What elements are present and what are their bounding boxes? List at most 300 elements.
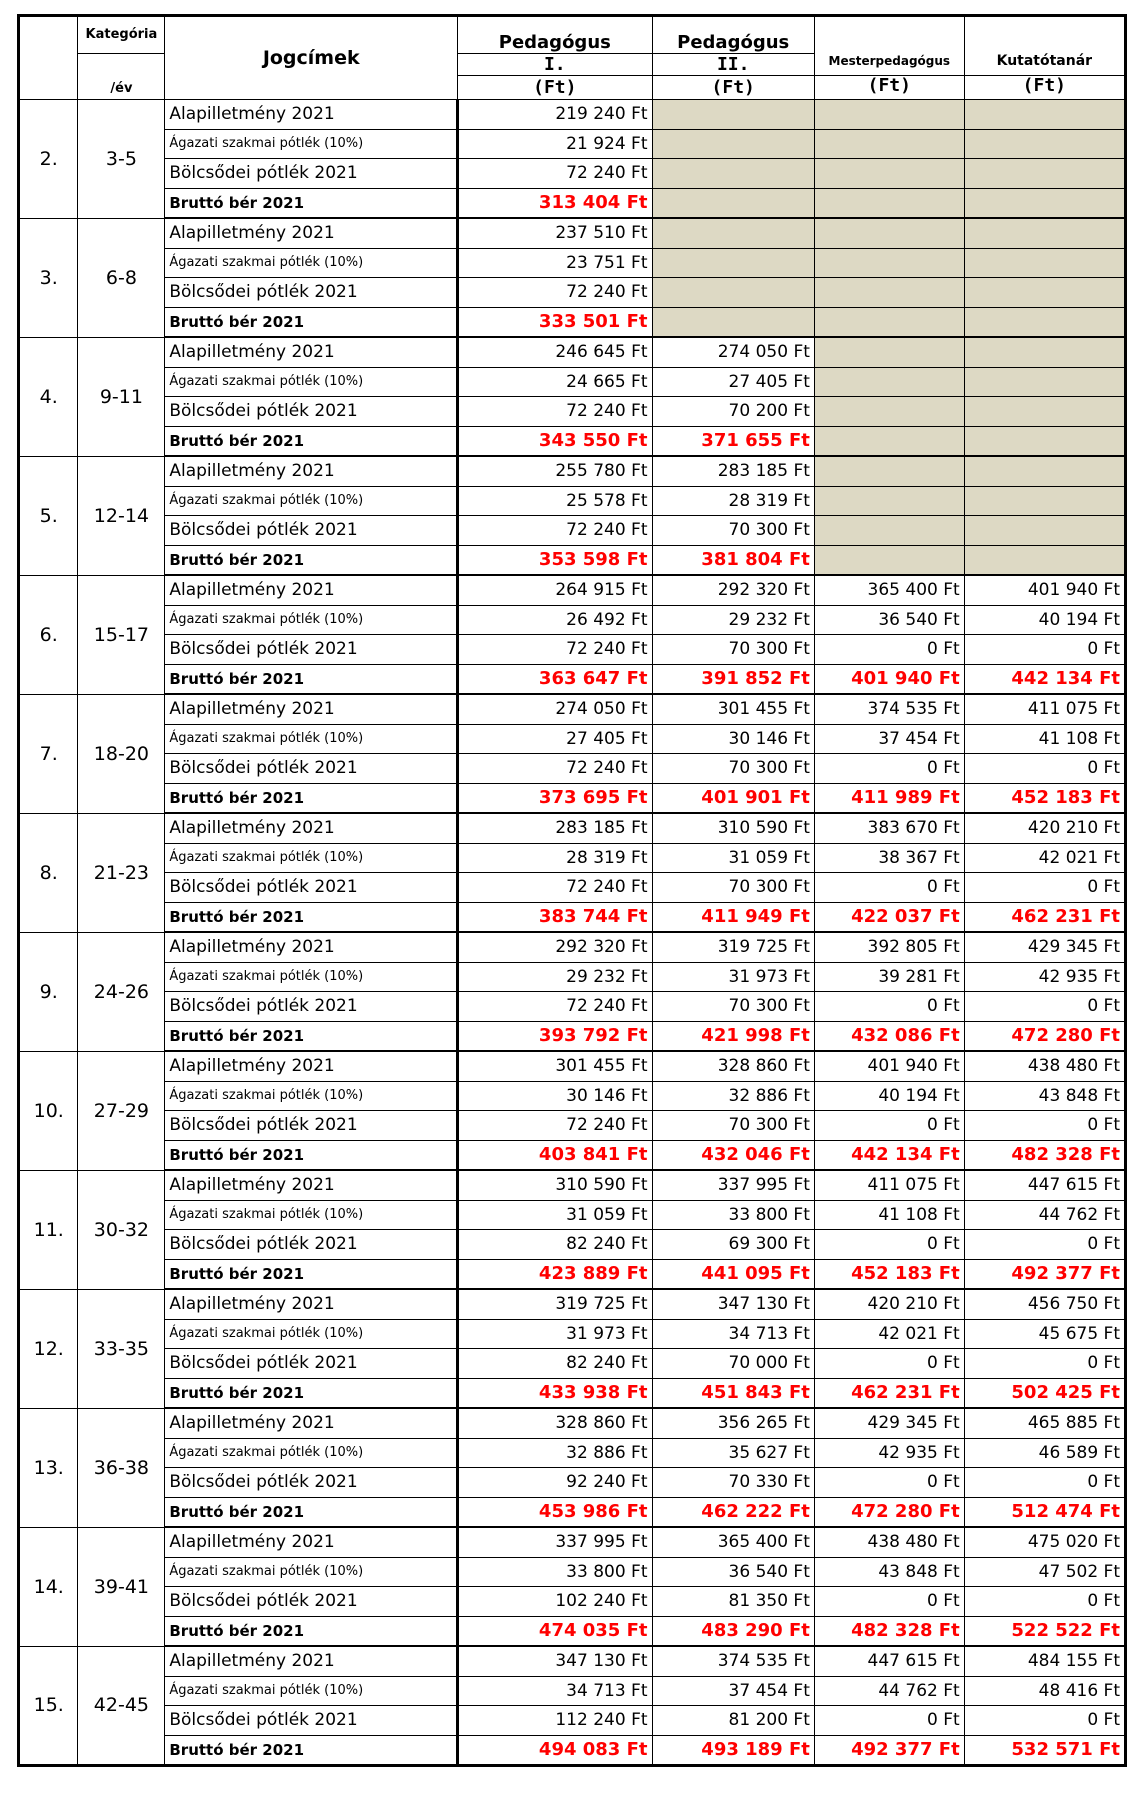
kutato-value: 438 480 Ft <box>964 1051 1125 1081</box>
ped1-value: 30 146 Ft <box>458 1081 652 1111</box>
category-years: 9-11 <box>78 337 165 456</box>
category-years: 39-41 <box>78 1527 165 1646</box>
ped2-value: 432 046 Ft <box>652 1140 814 1170</box>
kutato-value: 484 155 Ft <box>964 1646 1125 1676</box>
table-row <box>19 1706 1126 1736</box>
kutato-value: 512 474 Ft <box>964 1497 1125 1527</box>
ped1-value: 31 059 Ft <box>458 1200 652 1230</box>
category-years: 3-5 <box>78 100 165 219</box>
ped1-value: 423 889 Ft <box>458 1259 652 1289</box>
table-row <box>19 1200 1126 1230</box>
ped1-value: 313 404 Ft <box>458 188 652 218</box>
table-row <box>19 1408 1126 1438</box>
ped1-value: 343 550 Ft <box>458 426 652 456</box>
kutato-value: 0 Ft <box>964 873 1125 903</box>
ped2-value: 401 901 Ft <box>652 783 814 813</box>
table-row <box>19 932 1126 962</box>
table-row <box>19 1527 1126 1557</box>
category-number: 7. <box>19 694 78 813</box>
ped1-value: 72 240 Ft <box>458 159 652 189</box>
category-years: 42-45 <box>78 1646 165 1766</box>
empty-cell <box>814 426 964 456</box>
kutato-value: 452 183 Ft <box>964 783 1125 813</box>
row-label: Ágazati szakmai pótlék (10%) <box>165 1081 458 1111</box>
ped1-value: 292 320 Ft <box>458 932 652 962</box>
header-ped2-title: Pedagógus <box>652 16 814 54</box>
kutato-value: 0 Ft <box>964 1230 1125 1260</box>
ped1-value: 72 240 Ft <box>458 635 652 665</box>
table-row <box>19 635 1126 665</box>
table-row <box>19 397 1126 427</box>
ped2-value: 70 300 Ft <box>652 992 814 1022</box>
category-number: 12. <box>19 1289 78 1408</box>
empty-cell <box>814 218 964 248</box>
category-years: 24-26 <box>78 932 165 1051</box>
empty-cell <box>964 337 1125 367</box>
row-label: Ágazati szakmai pótlék (10%) <box>165 1200 458 1230</box>
row-label: Ágazati szakmai pótlék (10%) <box>165 724 458 754</box>
empty-cell <box>814 486 964 516</box>
category-number: 3. <box>19 218 78 337</box>
kutato-value: 47 502 Ft <box>964 1557 1125 1587</box>
mester-value: 447 615 Ft <box>814 1646 964 1676</box>
empty-cell <box>964 100 1125 130</box>
ped1-value: 102 240 Ft <box>458 1587 652 1617</box>
category-years: 21-23 <box>78 813 165 932</box>
header-ped1-sub: I. <box>458 54 652 76</box>
empty-cell <box>964 456 1125 486</box>
row-label: Ágazati szakmai pótlék (10%) <box>165 962 458 992</box>
ped1-value: 23 751 Ft <box>458 248 652 278</box>
ped1-value: 31 973 Ft <box>458 1319 652 1349</box>
ped1-value: 33 800 Ft <box>458 1557 652 1587</box>
kutato-value: 462 231 Ft <box>964 902 1125 932</box>
mester-value: 452 183 Ft <box>814 1259 964 1289</box>
mester-value: 43 848 Ft <box>814 1557 964 1587</box>
empty-cell <box>964 129 1125 159</box>
ped2-value: 391 852 Ft <box>652 664 814 694</box>
kutato-value: 401 940 Ft <box>964 575 1125 605</box>
table-row <box>19 605 1126 635</box>
table-row <box>19 516 1126 546</box>
row-label: Alapilletmény 2021 <box>165 575 458 605</box>
row-label: Ágazati szakmai pótlék (10%) <box>165 1438 458 1468</box>
row-label: Bölcsődei pótlék 2021 <box>165 1349 458 1379</box>
row-label: Alapilletmény 2021 <box>165 1289 458 1319</box>
row-label: Bruttó bér 2021 <box>165 1021 458 1051</box>
row-label: Bölcsődei pótlék 2021 <box>165 397 458 427</box>
table-row <box>19 545 1126 575</box>
kutato-value: 502 425 Ft <box>964 1378 1125 1408</box>
row-label: Alapilletmény 2021 <box>165 1051 458 1081</box>
category-years: 6-8 <box>78 218 165 337</box>
mester-value: 0 Ft <box>814 1587 964 1617</box>
row-label: Bölcsődei pótlék 2021 <box>165 278 458 308</box>
category-number: 13. <box>19 1408 78 1527</box>
ped1-value: 373 695 Ft <box>458 783 652 813</box>
mester-value: 411 075 Ft <box>814 1170 964 1200</box>
ped2-value: 28 319 Ft <box>652 486 814 516</box>
empty-cell <box>814 188 964 218</box>
empty-cell <box>964 486 1125 516</box>
table-row <box>19 278 1126 308</box>
mester-value: 0 Ft <box>814 1706 964 1736</box>
ped2-value: 328 860 Ft <box>652 1051 814 1081</box>
table-row <box>19 1021 1126 1051</box>
ped2-value: 365 400 Ft <box>652 1527 814 1557</box>
ped1-value: 333 501 Ft <box>458 307 652 337</box>
ped1-value: 337 995 Ft <box>458 1527 652 1557</box>
ped1-value: 219 240 Ft <box>458 100 652 130</box>
empty-cell <box>814 516 964 546</box>
ped2-value: 29 232 Ft <box>652 605 814 635</box>
empty-cell <box>964 367 1125 397</box>
ped1-value: 301 455 Ft <box>458 1051 652 1081</box>
ped2-value: 374 535 Ft <box>652 1646 814 1676</box>
ped2-value: 301 455 Ft <box>652 694 814 724</box>
row-label: Bruttó bér 2021 <box>165 1735 458 1766</box>
row-label: Alapilletmény 2021 <box>165 218 458 248</box>
ped2-value: 70 300 Ft <box>652 873 814 903</box>
row-label: Bruttó bér 2021 <box>165 545 458 575</box>
kutato-value: 420 210 Ft <box>964 813 1125 843</box>
empty-cell <box>814 100 964 130</box>
table-row <box>19 1081 1126 1111</box>
ped1-value: 82 240 Ft <box>458 1230 652 1260</box>
category-number: 8. <box>19 813 78 932</box>
table-row <box>19 1587 1126 1617</box>
mester-value: 401 940 Ft <box>814 1051 964 1081</box>
table-row <box>19 694 1126 724</box>
kutato-value: 42 021 Ft <box>964 843 1125 873</box>
empty-cell <box>652 100 814 130</box>
category-years: 12-14 <box>78 456 165 575</box>
mester-value: 374 535 Ft <box>814 694 964 724</box>
ped2-value: 70 300 Ft <box>652 1111 814 1141</box>
row-label: Bruttó bér 2021 <box>165 1140 458 1170</box>
category-years: 18-20 <box>78 694 165 813</box>
header-kutato-title: Kutatótanár <box>964 16 1125 76</box>
ped2-value: 483 290 Ft <box>652 1616 814 1646</box>
kutato-value: 442 134 Ft <box>964 664 1125 694</box>
empty-cell <box>814 278 964 308</box>
category-years: 33-35 <box>78 1289 165 1408</box>
ped1-value: 453 986 Ft <box>458 1497 652 1527</box>
table-row <box>19 1140 1126 1170</box>
empty-cell <box>964 545 1125 575</box>
ped1-value: 393 792 Ft <box>458 1021 652 1051</box>
ped2-value: 70 300 Ft <box>652 635 814 665</box>
kutato-value: 45 675 Ft <box>964 1319 1125 1349</box>
kutato-value: 48 416 Ft <box>964 1676 1125 1706</box>
ped2-value: 27 405 Ft <box>652 367 814 397</box>
row-label: Alapilletmény 2021 <box>165 337 458 367</box>
kutato-value: 0 Ft <box>964 635 1125 665</box>
table-row <box>19 1259 1126 1289</box>
table-row <box>19 1289 1126 1319</box>
row-label: Bölcsődei pótlék 2021 <box>165 1111 458 1141</box>
category-number: 9. <box>19 932 78 1051</box>
ped2-value: 347 130 Ft <box>652 1289 814 1319</box>
row-label: Ágazati szakmai pótlék (10%) <box>165 129 458 159</box>
mester-value: 422 037 Ft <box>814 902 964 932</box>
salary-table-body <box>19 100 1126 1766</box>
empty-cell <box>652 159 814 189</box>
table-row <box>19 1646 1126 1676</box>
mester-value: 0 Ft <box>814 873 964 903</box>
ped1-value: 283 185 Ft <box>458 813 652 843</box>
ped2-value: 462 222 Ft <box>652 1497 814 1527</box>
ped2-value: 411 949 Ft <box>652 902 814 932</box>
mester-value: 482 328 Ft <box>814 1616 964 1646</box>
ped2-value: 31 059 Ft <box>652 843 814 873</box>
ped2-value: 33 800 Ft <box>652 1200 814 1230</box>
ped1-value: 274 050 Ft <box>458 694 652 724</box>
row-label: Ágazati szakmai pótlék (10%) <box>165 605 458 635</box>
empty-cell <box>814 248 964 278</box>
ped1-value: 92 240 Ft <box>458 1468 652 1498</box>
row-label: Bruttó bér 2021 <box>165 188 458 218</box>
category-number: 14. <box>19 1527 78 1646</box>
table-row <box>19 486 1126 516</box>
row-label: Alapilletmény 2021 <box>165 456 458 486</box>
ped2-value: 36 540 Ft <box>652 1557 814 1587</box>
mester-value: 472 280 Ft <box>814 1497 964 1527</box>
kutato-value: 492 377 Ft <box>964 1259 1125 1289</box>
table-row <box>19 1438 1126 1468</box>
ped1-value: 72 240 Ft <box>458 397 652 427</box>
table-row <box>19 307 1126 337</box>
mester-value: 0 Ft <box>814 635 964 665</box>
mester-value: 0 Ft <box>814 754 964 784</box>
row-label: Bruttó bér 2021 <box>165 307 458 337</box>
mester-value: 462 231 Ft <box>814 1378 964 1408</box>
kutato-value: 475 020 Ft <box>964 1527 1125 1557</box>
ped1-value: 310 590 Ft <box>458 1170 652 1200</box>
kutato-value: 0 Ft <box>964 1349 1125 1379</box>
kutato-value: 0 Ft <box>964 1706 1125 1736</box>
ped2-value: 70 000 Ft <box>652 1349 814 1379</box>
table-row <box>19 367 1126 397</box>
table-row <box>19 188 1126 218</box>
kutato-value: 447 615 Ft <box>964 1170 1125 1200</box>
kutato-value: 0 Ft <box>964 1587 1125 1617</box>
row-label: Alapilletmény 2021 <box>165 932 458 962</box>
kutato-value: 532 571 Ft <box>964 1735 1125 1766</box>
kutato-value: 522 522 Ft <box>964 1616 1125 1646</box>
kutato-value: 44 762 Ft <box>964 1200 1125 1230</box>
row-label: Bruttó bér 2021 <box>165 664 458 694</box>
ped1-value: 72 240 Ft <box>458 873 652 903</box>
header-kutato-unit: (Ft) <box>964 76 1125 100</box>
ped1-value: 72 240 Ft <box>458 754 652 784</box>
row-label: Ágazati szakmai pótlék (10%) <box>165 1557 458 1587</box>
table-row <box>19 843 1126 873</box>
mester-value: 0 Ft <box>814 1468 964 1498</box>
empty-cell <box>964 278 1125 308</box>
empty-cell <box>652 218 814 248</box>
empty-cell <box>814 337 964 367</box>
category-years: 30-32 <box>78 1170 165 1289</box>
category-number: 5. <box>19 456 78 575</box>
empty-cell <box>652 129 814 159</box>
ped1-value: 24 665 Ft <box>458 367 652 397</box>
ped1-value: 363 647 Ft <box>458 664 652 694</box>
ped2-value: 70 330 Ft <box>652 1468 814 1498</box>
table-row <box>19 1230 1126 1260</box>
table-row <box>19 337 1126 367</box>
row-label: Bruttó bér 2021 <box>165 426 458 456</box>
ped1-value: 72 240 Ft <box>458 992 652 1022</box>
table-row <box>19 1349 1126 1379</box>
mester-value: 383 670 Ft <box>814 813 964 843</box>
mester-value: 411 989 Ft <box>814 783 964 813</box>
header-ped2-unit: (Ft) <box>652 76 814 100</box>
kutato-value: 41 108 Ft <box>964 724 1125 754</box>
empty-cell <box>964 159 1125 189</box>
row-label: Alapilletmény 2021 <box>165 1408 458 1438</box>
empty-cell <box>814 456 964 486</box>
table-row <box>19 754 1126 784</box>
ped1-value: 21 924 Ft <box>458 129 652 159</box>
table-row <box>19 1170 1126 1200</box>
kutato-value: 465 885 Ft <box>964 1408 1125 1438</box>
ped1-value: 28 319 Ft <box>458 843 652 873</box>
ped2-value: 34 713 Ft <box>652 1319 814 1349</box>
ped1-value: 72 240 Ft <box>458 516 652 546</box>
empty-cell <box>964 426 1125 456</box>
row-label: Ágazati szakmai pótlék (10%) <box>165 248 458 278</box>
table-row <box>19 1319 1126 1349</box>
ped1-value: 353 598 Ft <box>458 545 652 575</box>
mester-value: 365 400 Ft <box>814 575 964 605</box>
table-row <box>19 1497 1126 1527</box>
table-row <box>19 724 1126 754</box>
table-row <box>19 100 1126 130</box>
mester-value: 492 377 Ft <box>814 1735 964 1766</box>
row-label: Bölcsődei pótlék 2021 <box>165 1706 458 1736</box>
row-label: Bölcsődei pótlék 2021 <box>165 1230 458 1260</box>
row-label: Ágazati szakmai pótlék (10%) <box>165 843 458 873</box>
empty-cell <box>964 397 1125 427</box>
table-row <box>19 813 1126 843</box>
table-row <box>19 426 1126 456</box>
kutato-value: 411 075 Ft <box>964 694 1125 724</box>
mester-value: 38 367 Ft <box>814 843 964 873</box>
empty-cell <box>814 307 964 337</box>
ped2-value: 35 627 Ft <box>652 1438 814 1468</box>
empty-cell <box>652 278 814 308</box>
table-row <box>19 873 1126 903</box>
row-label: Bölcsődei pótlék 2021 <box>165 873 458 903</box>
empty-cell <box>964 307 1125 337</box>
kutato-value: 43 848 Ft <box>964 1081 1125 1111</box>
category-years: 15-17 <box>78 575 165 694</box>
mester-value: 44 762 Ft <box>814 1676 964 1706</box>
ped1-value: 347 130 Ft <box>458 1646 652 1676</box>
row-label: Ágazati szakmai pótlék (10%) <box>165 1319 458 1349</box>
category-years: 36-38 <box>78 1408 165 1527</box>
table-row <box>19 1111 1126 1141</box>
ped2-value: 274 050 Ft <box>652 337 814 367</box>
header-kategoria: Kategória <box>78 16 165 54</box>
row-label: Alapilletmény 2021 <box>165 1170 458 1200</box>
table-row <box>19 962 1126 992</box>
ped1-value: 72 240 Ft <box>458 1111 652 1141</box>
ped2-value: 69 300 Ft <box>652 1230 814 1260</box>
table-row <box>19 575 1126 605</box>
mester-value: 40 194 Ft <box>814 1081 964 1111</box>
ped1-value: 25 578 Ft <box>458 486 652 516</box>
ped1-value: 433 938 Ft <box>458 1378 652 1408</box>
empty-cell <box>814 159 964 189</box>
ped2-value: 356 265 Ft <box>652 1408 814 1438</box>
ped1-value: 255 780 Ft <box>458 456 652 486</box>
kutato-value: 482 328 Ft <box>964 1140 1125 1170</box>
ped2-value: 310 590 Ft <box>652 813 814 843</box>
category-number: 4. <box>19 337 78 456</box>
mester-value: 41 108 Ft <box>814 1200 964 1230</box>
ped2-value: 319 725 Ft <box>652 932 814 962</box>
mester-value: 429 345 Ft <box>814 1408 964 1438</box>
mester-value: 0 Ft <box>814 992 964 1022</box>
mester-value: 0 Ft <box>814 1230 964 1260</box>
row-label: Alapilletmény 2021 <box>165 694 458 724</box>
ped2-value: 441 095 Ft <box>652 1259 814 1289</box>
kutato-value: 46 589 Ft <box>964 1438 1125 1468</box>
mester-value: 438 480 Ft <box>814 1527 964 1557</box>
row-label: Bruttó bér 2021 <box>165 1378 458 1408</box>
row-label: Alapilletmény 2021 <box>165 1527 458 1557</box>
empty-cell <box>814 545 964 575</box>
mester-value: 36 540 Ft <box>814 605 964 635</box>
ped1-value: 34 713 Ft <box>458 1676 652 1706</box>
table-row <box>19 218 1126 248</box>
ped1-value: 246 645 Ft <box>458 337 652 367</box>
mester-value: 39 281 Ft <box>814 962 964 992</box>
table-row <box>19 1616 1126 1646</box>
ped1-value: 264 915 Ft <box>458 575 652 605</box>
mester-value: 42 021 Ft <box>814 1319 964 1349</box>
ped2-value: 31 973 Ft <box>652 962 814 992</box>
ped2-value: 283 185 Ft <box>652 456 814 486</box>
ped2-value: 70 300 Ft <box>652 754 814 784</box>
table-row <box>19 1468 1126 1498</box>
kutato-value: 0 Ft <box>964 1468 1125 1498</box>
table-row <box>19 902 1126 932</box>
ped2-value: 292 320 Ft <box>652 575 814 605</box>
header-ped1-title: Pedagógus <box>458 16 652 54</box>
empty-cell <box>652 188 814 218</box>
category-number: 10. <box>19 1051 78 1170</box>
ped1-value: 474 035 Ft <box>458 1616 652 1646</box>
mester-value: 42 935 Ft <box>814 1438 964 1468</box>
row-label: Bruttó bér 2021 <box>165 902 458 932</box>
ped2-value: 30 146 Ft <box>652 724 814 754</box>
kutato-value: 42 935 Ft <box>964 962 1125 992</box>
row-label: Bruttó bér 2021 <box>165 1616 458 1646</box>
kutato-value: 0 Ft <box>964 992 1125 1022</box>
table-row <box>19 664 1126 694</box>
kutato-value: 40 194 Ft <box>964 605 1125 635</box>
mester-value: 37 454 Ft <box>814 724 964 754</box>
row-label: Ágazati szakmai pótlék (10%) <box>165 367 458 397</box>
ped2-value: 337 995 Ft <box>652 1170 814 1200</box>
table-row <box>19 992 1126 1022</box>
table-row <box>19 1735 1126 1766</box>
kutato-value: 0 Ft <box>964 754 1125 784</box>
ped2-value: 70 200 Ft <box>652 397 814 427</box>
